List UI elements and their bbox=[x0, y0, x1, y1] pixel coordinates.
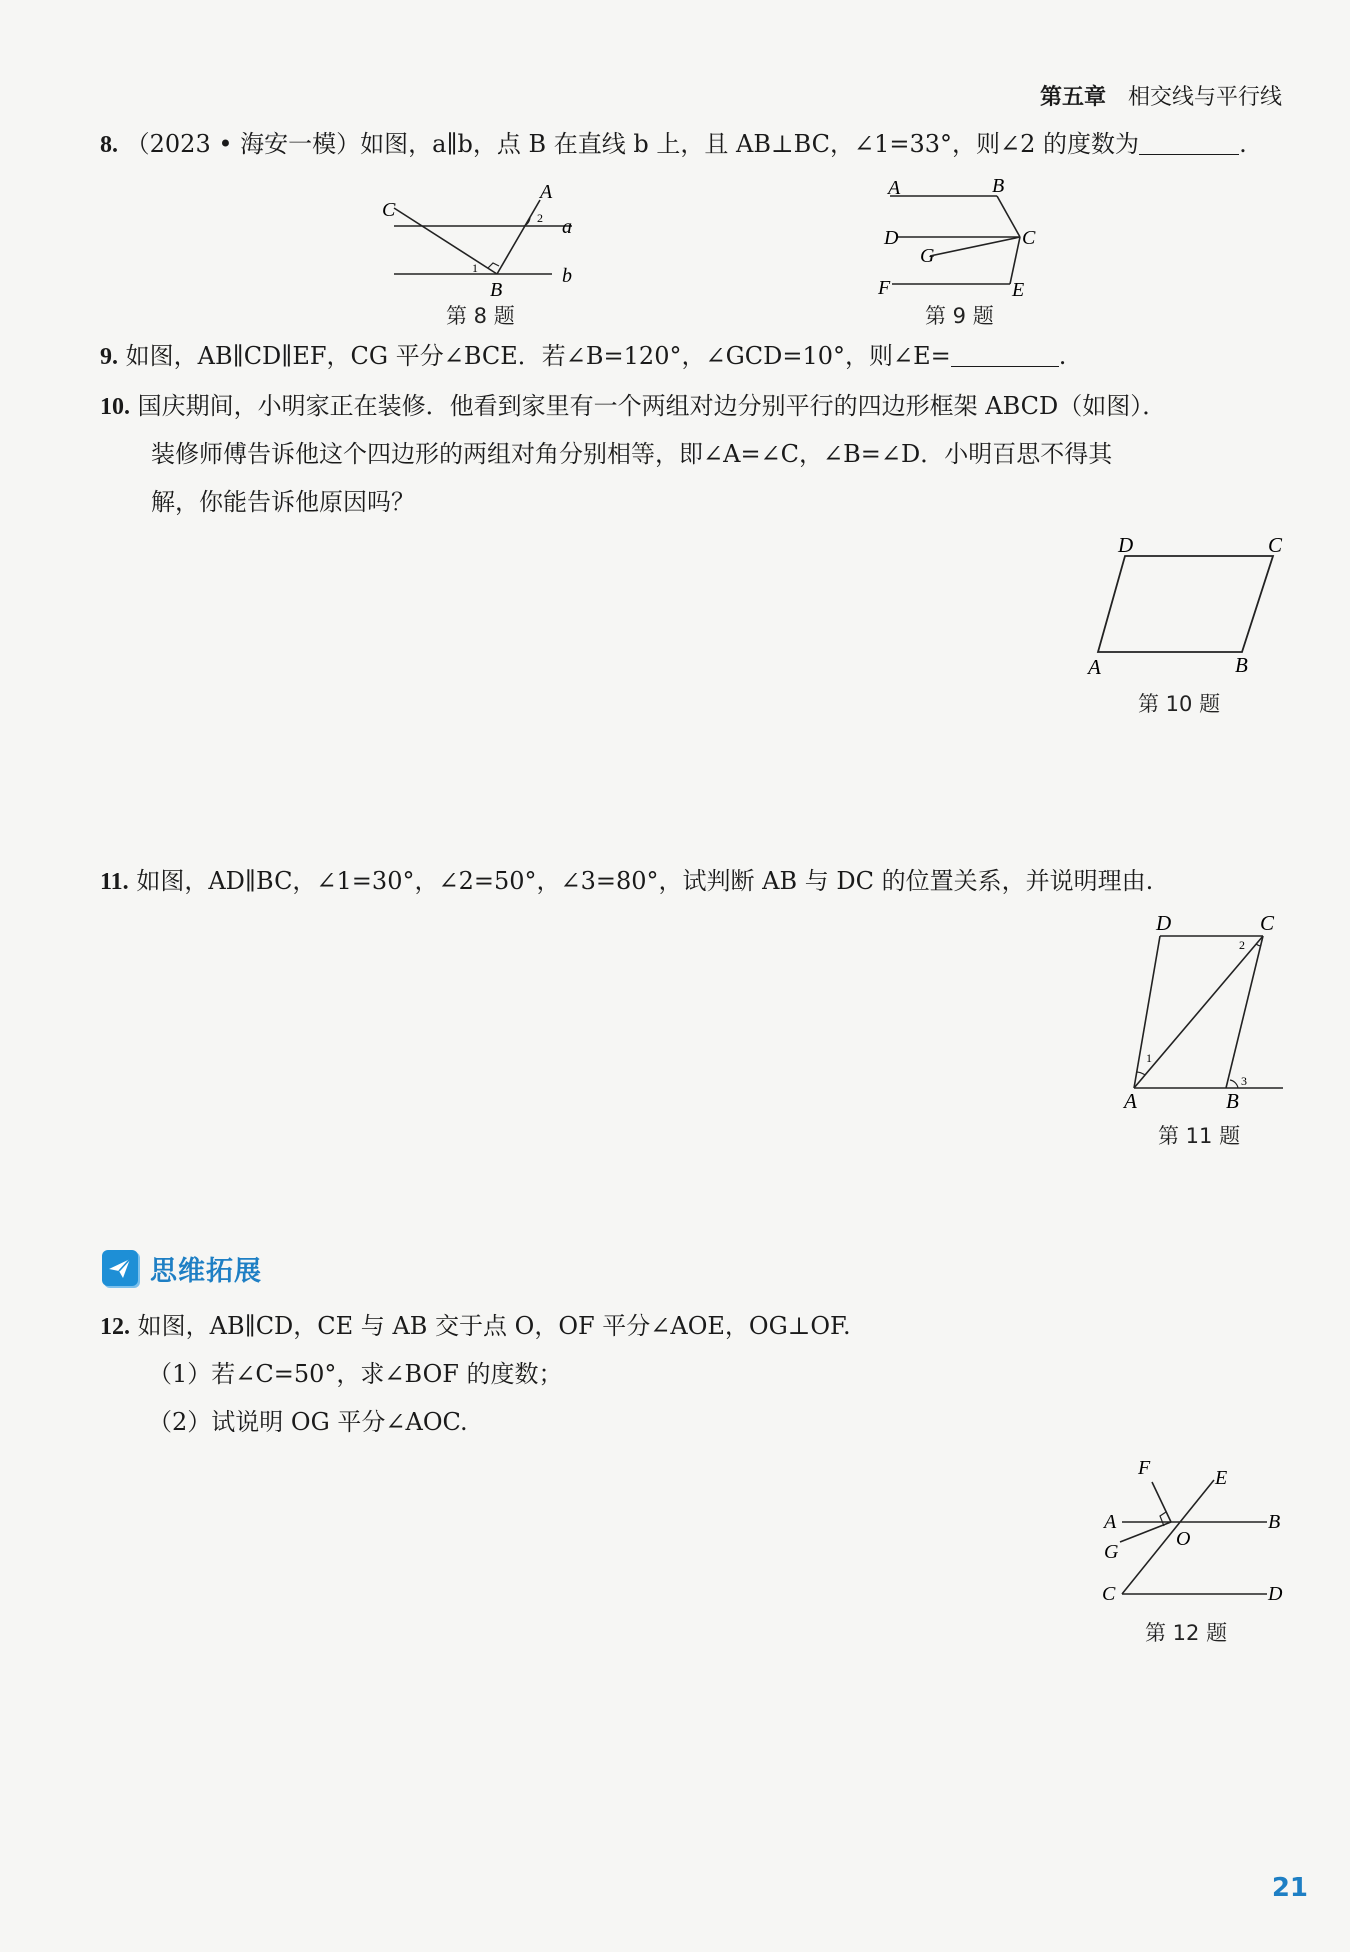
question-12-sub-1: （1）若∠C=50°，求∠BOF 的度数； bbox=[148, 1360, 563, 1388]
angle-3-arc bbox=[1230, 1080, 1238, 1088]
label-G: G bbox=[1104, 1541, 1119, 1563]
label-C: C bbox=[1260, 912, 1275, 935]
question-number: 11. bbox=[100, 869, 129, 895]
label-D: D bbox=[884, 227, 899, 249]
label-O: O bbox=[1176, 1528, 1191, 1550]
question-8 bbox=[100, 130, 1247, 160]
label-angle-2: 2 bbox=[537, 211, 543, 225]
segment-cg bbox=[930, 237, 1020, 256]
ray-of bbox=[1152, 1482, 1171, 1522]
label-angle-3: 3 bbox=[1241, 1074, 1247, 1088]
figure-9-caption: 第 9 题 bbox=[925, 304, 994, 328]
question-10-line-3: 解，你能告诉他原因吗？ bbox=[151, 488, 415, 516]
label-A: A bbox=[540, 181, 553, 203]
chapter-label: 第五章 bbox=[1039, 85, 1106, 110]
diagonal-ac bbox=[1134, 936, 1263, 1088]
label-F: F bbox=[878, 277, 891, 299]
question-text: （2023 • 海安一模）如图，a∥b，点 B 在直线 b 上，且 AB⊥BC，∠1=33°，则∠2 的度数为 bbox=[125, 130, 1140, 158]
question-text: 如图，AB∥CD∥EF，CG 平分∠BCE．若∠B=120°，∠GCD=10°，则∠E= bbox=[125, 342, 951, 370]
question-12-sub-2: （2）试说明 OG 平分∠AOC. bbox=[148, 1408, 468, 1436]
label-B: B bbox=[1235, 653, 1248, 677]
label-A: A bbox=[1104, 1511, 1117, 1533]
segment-ba bbox=[497, 200, 540, 274]
label-E: E bbox=[1012, 279, 1025, 301]
question-number: 8. bbox=[100, 132, 118, 158]
line-ce bbox=[1122, 1480, 1214, 1594]
figure-10 bbox=[1080, 530, 1290, 680]
paper-plane-icon bbox=[102, 1250, 138, 1286]
figure-8 bbox=[372, 178, 582, 298]
figure-11 bbox=[1118, 912, 1293, 1112]
label-G: G bbox=[920, 245, 935, 267]
page-number: 21 bbox=[1271, 1873, 1308, 1903]
question-11 bbox=[100, 867, 1153, 897]
section-header bbox=[102, 1248, 262, 1288]
section-title: 思维拓展 bbox=[150, 1255, 262, 1287]
label-C: C bbox=[382, 199, 396, 221]
question-text: 如图，AB∥CD，CE 与 AB 交于点 O，OF 平分∠AOE，OG⊥OF. bbox=[137, 1312, 851, 1340]
label-angle-1: 1 bbox=[472, 261, 478, 275]
question-10-line-2: 装修师傅告诉他这个四边形的两组对角分别相等，即∠A=∠C，∠B=∠D．小明百思不得其 bbox=[151, 440, 1113, 468]
chapter-title: 相交线与平行线 bbox=[1127, 85, 1282, 110]
label-F: F bbox=[1138, 1457, 1151, 1479]
segment-bc bbox=[394, 208, 497, 274]
question-number: 10. bbox=[100, 394, 130, 420]
segment-ad bbox=[1134, 936, 1160, 1088]
question-end: . bbox=[1058, 342, 1067, 370]
angle-1-arc bbox=[1137, 1072, 1145, 1075]
question-12 bbox=[100, 1312, 851, 1342]
label-C: C bbox=[1102, 1583, 1116, 1605]
segment-bc bbox=[997, 196, 1020, 237]
label-angle-2: 2 bbox=[1239, 938, 1245, 952]
label-B: B bbox=[1268, 1511, 1281, 1533]
label-B: B bbox=[1226, 1089, 1239, 1112]
running-header bbox=[1040, 80, 1282, 111]
label-C: C bbox=[1268, 533, 1283, 557]
label-A: A bbox=[1124, 1089, 1137, 1112]
label-A: A bbox=[888, 177, 901, 199]
question-10-line-1 bbox=[100, 392, 1166, 422]
label-A: A bbox=[1088, 655, 1101, 679]
label-B: B bbox=[490, 279, 503, 298]
right-angle-mark bbox=[488, 263, 499, 268]
label-D: D bbox=[1268, 1583, 1283, 1605]
parallelogram-abcd bbox=[1098, 556, 1273, 652]
question-text: 国庆期间，小明家正在装修．他看到家里有一个两组对边分别平行的四边形框架 ABCD（如图）． bbox=[137, 392, 1167, 420]
label-B: B bbox=[992, 175, 1005, 197]
label-a: a bbox=[562, 216, 572, 238]
answer-blank[interactable] bbox=[1139, 132, 1239, 155]
label-C: C bbox=[1022, 227, 1036, 249]
answer-blank[interactable] bbox=[951, 344, 1059, 367]
figure-12 bbox=[1092, 1452, 1292, 1612]
label-angle-1: 1 bbox=[1146, 1051, 1152, 1065]
figure-10-caption: 第 10 题 bbox=[1138, 692, 1221, 716]
segment-ce bbox=[1010, 237, 1020, 284]
question-number: 9. bbox=[100, 344, 118, 370]
question-text: 如图，AD∥BC，∠1=30°，∠2=50°，∠3=80°，试判断 AB 与 DC 的位置关系，并说明理由. bbox=[136, 867, 1154, 895]
question-number: 12. bbox=[100, 1314, 130, 1340]
figure-9 bbox=[872, 172, 1052, 302]
figure-11-caption: 第 11 题 bbox=[1158, 1124, 1241, 1148]
figure-8-caption: 第 8 题 bbox=[446, 304, 515, 328]
question-end: . bbox=[1239, 130, 1247, 158]
label-D: D bbox=[1118, 533, 1134, 557]
label-D: D bbox=[1156, 912, 1172, 935]
question-9 bbox=[100, 342, 1066, 372]
label-E: E bbox=[1215, 1467, 1228, 1489]
figure-12-caption: 第 12 题 bbox=[1145, 1621, 1228, 1645]
label-b: b bbox=[562, 265, 572, 287]
